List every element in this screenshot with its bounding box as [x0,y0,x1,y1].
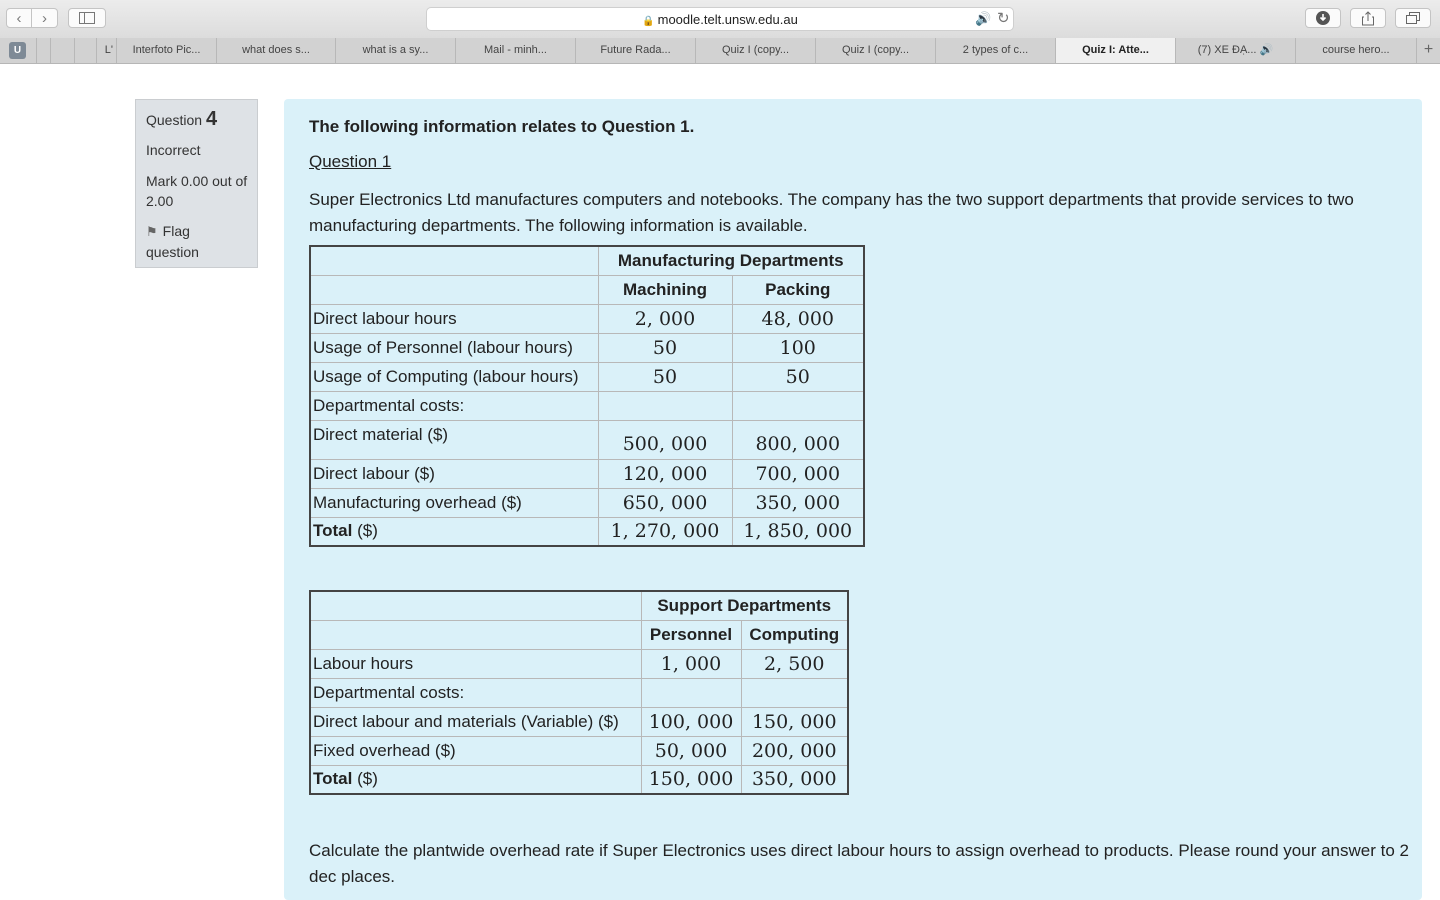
table-total-row [310,517,864,546]
share-icon [1361,11,1375,26]
total-label: Total [313,521,353,541]
cell-value: 200, 000 [741,736,848,765]
cell-value: 800, 000 [732,420,864,459]
reload-icon[interactable]: ↻ [997,10,1010,27]
row-label: Direct material ($) [310,420,598,459]
tab-label: (7) XE ĐẠ... [1197,44,1257,56]
cell-value: 48, 000 [732,304,864,333]
table-row [310,678,848,707]
download-icon [1316,11,1330,25]
nav-buttons [6,8,58,28]
cell-value: 120, 000 [598,459,732,488]
question-state: Incorrect [146,142,201,158]
cell-value: 50 [598,362,732,391]
cell-value: 2, 500 [741,649,848,678]
tab-active[interactable]: Quiz I: Atte... [1055,38,1175,63]
tab[interactable]: Interfoto Pic... [116,38,216,63]
sidebar-icon [79,12,95,24]
sup-group-header: Support Departments [641,591,848,620]
cell-value: 2, 000 [598,304,732,333]
pinned-tab[interactable] [50,38,74,63]
table-row [310,304,864,333]
support-table [309,590,849,795]
col-personnel: Personnel [641,620,741,649]
tab[interactable]: what does s... [216,38,335,63]
pinned-tab[interactable] [74,38,96,63]
question-number [146,108,217,131]
cell-value: 500, 000 [598,420,732,459]
cell-value: 100 [732,333,864,362]
row-label: Usage of Personnel (labour hours) [310,333,598,362]
question-grade: Mark 0.00 out of 2.00 [146,173,248,209]
table-cell [310,275,598,304]
downloads-button[interactable] [1305,8,1341,28]
audio-playing-icon[interactable]: 🔊 [975,11,992,26]
tabs-icon [1406,12,1420,24]
flag-label: Flag question [146,223,199,260]
question-heading: The following information relates to Question 1. [309,117,695,136]
cell-value: 350, 000 [732,488,864,517]
cell-value: 1, 000 [641,649,741,678]
tab[interactable]: L' [96,38,116,63]
col-packing: Packing [732,275,864,304]
flag-icon: ⚑ [146,224,158,239]
table-row [310,459,864,488]
tab-bar [0,38,1440,64]
row-label: Departmental costs: [310,678,641,707]
lock-icon: 🔒 [642,16,655,27]
cell-value: 100, 000 [641,707,741,736]
chevron-left-icon: ‹ [16,9,22,27]
row-label: Manufacturing overhead ($) [310,488,598,517]
table-total-row [310,765,848,794]
tab[interactable]: Quiz I (copy... [815,38,935,63]
flag-question-link[interactable] [146,221,246,262]
mfg-group-header: Manufacturing Departments [598,246,864,275]
row-label [310,765,641,794]
cell-value: 150, 000 [641,765,741,794]
cell-value [732,391,864,420]
cell-value [741,678,848,707]
cell-value: 1, 850, 000 [732,517,864,546]
tab[interactable]: course hero... [1295,38,1416,63]
table-row [310,736,848,765]
table-header-row [310,620,848,649]
table-row [310,420,864,459]
table-header-row [310,275,864,304]
total-unit: ($) [357,521,378,541]
row-label: Usage of Computing (labour hours) [310,362,598,391]
table-row [310,391,864,420]
question-subheading: Question 1 [309,152,392,171]
row-label: Fixed overhead ($) [310,736,641,765]
cell-value: 50, 000 [641,736,741,765]
tab[interactable]: Mail - minh... [455,38,575,63]
question-number-value: 4 [205,108,218,130]
row-label: Direct labour ($) [310,459,598,488]
cell-value: 50 [732,362,864,391]
manufacturing-table [309,245,865,547]
sidebar-toggle-button[interactable] [68,8,106,28]
tab[interactable]: Future Rada... [575,38,695,63]
table-row [310,649,848,678]
forward-button[interactable] [32,8,58,28]
speaker-icon: 🔊 [1259,44,1274,56]
table-row [310,333,864,362]
browser-toolbar [0,0,1440,39]
total-label: Total [313,769,353,789]
question-label: Question [146,112,203,128]
tab-overview-button[interactable] [1395,8,1431,28]
col-machining: Machining [598,275,732,304]
col-computing: Computing [741,620,848,649]
table-cell [310,246,598,275]
tab[interactable]: what is a sy... [335,38,455,63]
pinned-tab-badge: U [9,42,26,59]
total-unit: ($) [357,769,378,789]
question-info-panel [135,99,258,268]
address-bar[interactable] [426,7,1014,31]
tab[interactable]: Quiz I (copy... [695,38,815,63]
row-label: Departmental costs: [310,391,598,420]
new-tab-button[interactable]: + [1416,38,1440,63]
cell-value [641,678,741,707]
question-intro: Super Electronics Ltd manufactures computers and notebooks. The company has the two support departments that provide services to two manufacturing departments. The following information is available. [309,190,1354,235]
cell-value: 1, 270, 000 [598,517,732,546]
cell-value: 50 [598,333,732,362]
table-row [310,362,864,391]
row-label [310,517,598,546]
pinned-tab[interactable] [36,38,50,63]
cell-value: 150, 000 [741,707,848,736]
pinned-tab[interactable] [0,38,36,63]
table-cell [310,591,641,620]
table-row [310,488,864,517]
table-header-row [310,591,848,620]
tab[interactable]: 2 types of c... [935,38,1055,63]
question-text: Calculate the plantwide overhead rate if Super Electronics uses direct labour hours to assign overhead to products. Please round your answer to 2 dec places. [309,841,1409,886]
row-label: Direct labour and materials (Variable) ($) [310,707,641,736]
row-label: Direct labour hours [310,304,598,333]
table-cell [310,620,641,649]
tab[interactable] [1175,38,1295,63]
chevron-right-icon: › [42,9,47,27]
table-row [310,707,848,736]
cell-value: 700, 000 [732,459,864,488]
cell-value: 350, 000 [741,765,848,794]
share-button[interactable] [1350,8,1386,28]
back-button[interactable] [6,8,32,28]
table-header-row [310,246,864,275]
cell-value: 650, 000 [598,488,732,517]
url-text: moodle.telt.unsw.edu.au [657,12,798,27]
cell-value [598,391,732,420]
row-label: Labour hours [310,649,641,678]
question-content [284,99,1422,900]
